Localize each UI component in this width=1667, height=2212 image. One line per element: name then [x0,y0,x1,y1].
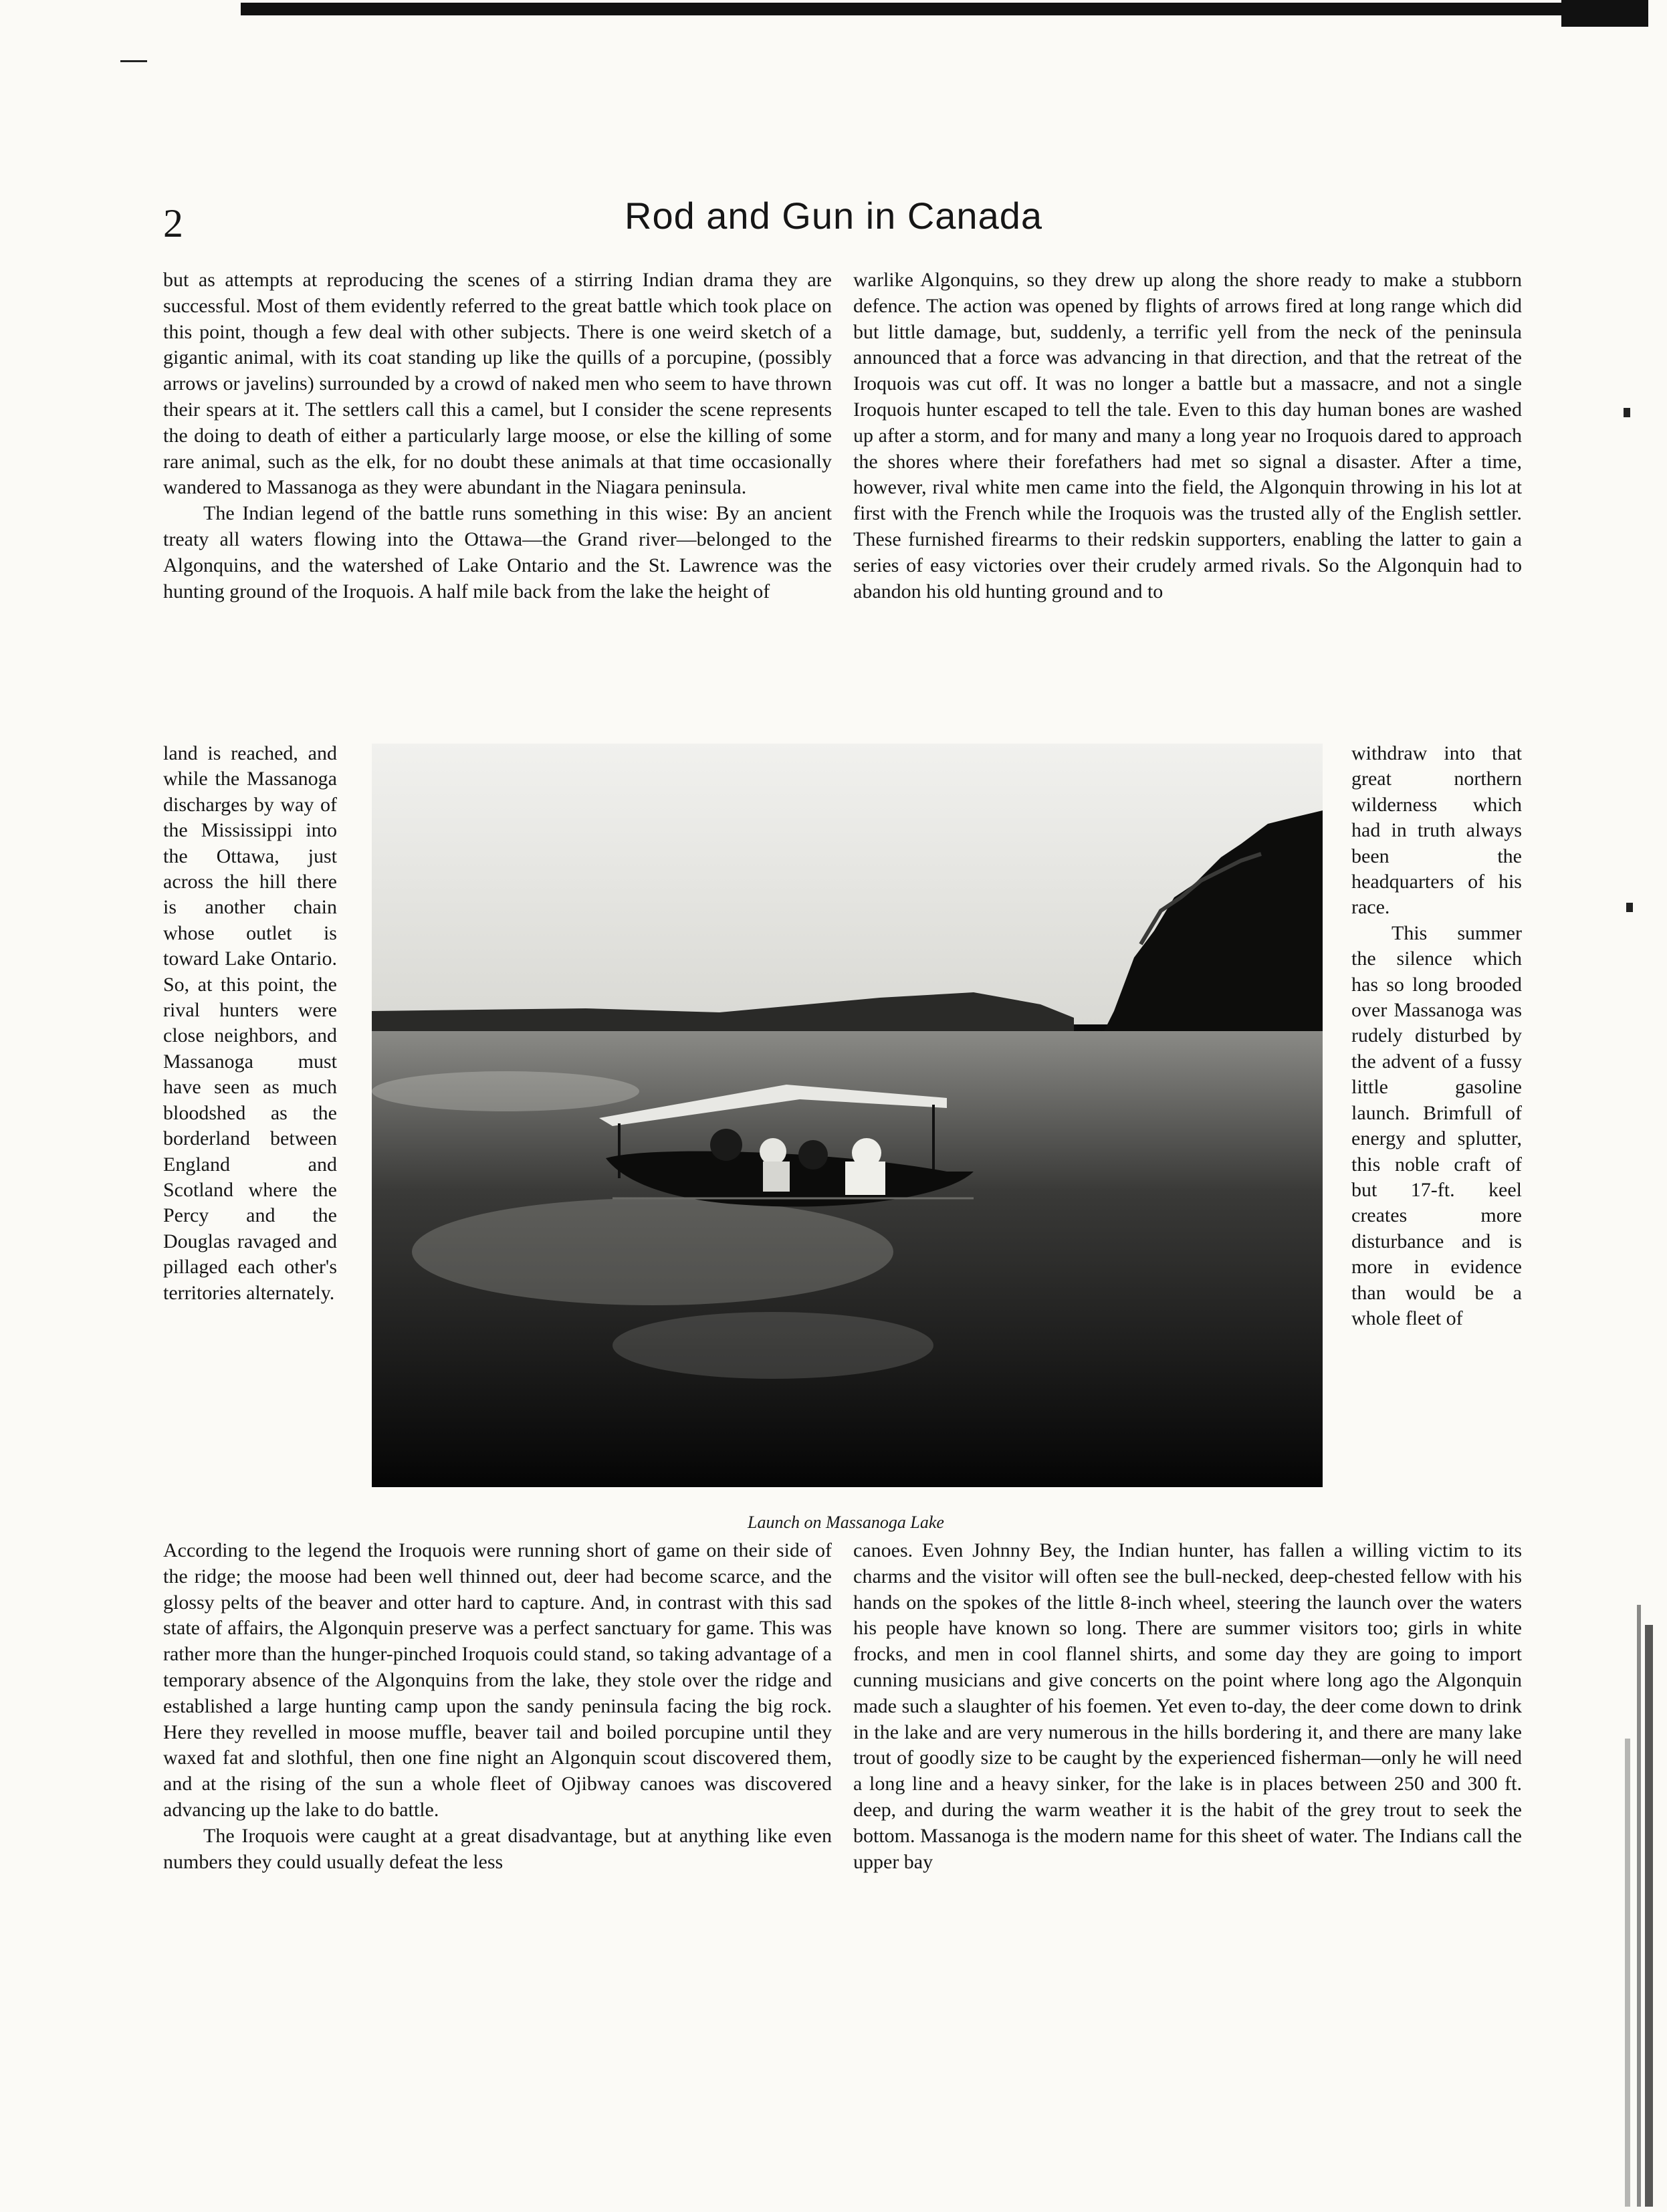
paragraph: This summer the silence which has so long brooded over Massanoga was rudely disturbed by the advent of a fussy little gasoline launch. Brimfull of energy and splutter, this noble craft of but 17-ft. keel creates more disturbance and is more in evidence than would be a whole fleet of [1351,921,1522,1329]
paragraph: canoes. Even Johnny Bey, the Indian hunter, has fallen a willing victim to its charms and the visitor will often see the bull-necked, deep-chested fellow with his hands on the spokes of the little 8-inch wheel, steering the launch over the waters his people have known so long. There are summer visitors too; girls in white frocks, and men in cool flannel shirts, and some day they are going to import cunning musicians and give concerts on the point where long ago the Algonquin made such a slaughter of his foemen. Yet even to-day, the deer come down to drink in the lake and are very numerous in the hills bordering it, and there are many lake trout of goodly size to be caught by the experienced fisherman—only he will need a long line and a heavy sinker, for the lake is in places between 250 and 300 ft. deep, and during the warm weather it is the habit of the grey trout to seek the bottom. Massanoga is the modern name for this sheet of water. The Indians call the upper bay [853,1539,1522,1873]
left-narrow-column [163,741,337,1306]
left-column-top [163,267,832,604]
right-column-top [853,267,1522,604]
top-rule-corner [1561,0,1648,27]
paragraph: land is reached, and while the Massanoga discharges by way of the Mississippi into the Ottawa, just across the hill there is another chain whose outlet is toward Lake Ontario. So, at this point, the rival hunters were close neighbors, and Massanoga must have seen as much bloodshed as the borderland between England and Scotland where the Percy and the Douglas ravaged and pillaged each other's territories alternately. [163,742,337,1304]
running-head: Rod and Gun in Canada [625,195,1042,237]
photo-caption: Launch on Massanoga Lake [748,1513,944,1532]
page-number: 2 [163,201,183,245]
scan-edge-noise [1612,1605,1658,2207]
scan-speck [1626,903,1633,912]
launch-photo [372,744,1323,1487]
paragraph: withdraw into that great northern wilderness which had in truth always been the headquarters of his race. [1351,742,1522,919]
scan-speck [120,60,147,62]
paragraph: According to the legend the Iroquois were running short of game on their side of the ridge; the moose had been well thinned out, deer had become scarce, and the glossy pelts of the beaver and otter hard to capture. And, in contrast with this sad state of affairs, the Algonquin preserve was a perfect sanctuary for game. This was rather more than the hunger-pinched Iroquois could stand, so taking advantage of a temporary absence of the Algonquins from the lake, they stole over the ridge and established a large hunting camp upon the sandy peninsula facing the big rock. Here they revelled in moose muffle, beaver tail and boiled porcupine until they waxed fat and slothful, then one fine night an Algonquin scout discovered them, and at the rising of the sun a whole fleet of Ojibway canoes was discovered advancing up the lake to do battle. [163,1539,832,1821]
right-narrow-column [1351,741,1522,1331]
paragraph: warlike Algonquins, so they drew up along the shore ready to make a stubborn defence. The action was opened by flights of arrows fired at long range which did but little damage, but, suddenly, a terrific yell from the neck of the peninsula announced that a force was advancing in that direction, and that the retreat of the Iroquois was cut off. It was no longer a battle but a massacre, and not a single Iroquois hunter escaped to tell the tale. Even to this day human bones are washed up after a storm, and for many and many a long year no Iroquois dared to approach the shores where their forefathers had met so signal a disaster. After a time, however, rival white men came into the field, the Algonquin throwing in his lot at first with the French while the Iroquois was the trusted ally of the English settler. These furnished firearms to their redskin supporters, enabling the latter to gain a series of easy victories over their crudely armed rivals. So the Algonquin had to abandon his old hunting ground and to [853,269,1522,602]
top-rule [241,3,1561,15]
paragraph: but as attempts at reproducing the scenes of a stirring Indian drama they are successful. Most of them evidently referred to the great battle which took place on this point, though a few deal with other subjects. There is one weird sketch of a gigantic animal, with its coat standing up like the quills of a porcupine, (possibly arrows or javelins) surrounded by a crowd of naked men who seem to have thrown their spears at it. The settlers call this a camel, but I consider the scene represents the doing to death of either a particularly large moose, or else the killing of some rare animal, such as the elk, for no doubt these animals at that time occasionally wandered to Massanoga as they were abundant in the Niagara peninsula. [163,269,832,499]
left-column-bottom [163,1538,832,1875]
scan-speck [1624,408,1630,417]
launch-photo-graphic [372,744,1323,1487]
paragraph: The Indian legend of the battle runs something in this wise: By an ancient treaty all waters flowing into the Ottawa—the Grand river—belonged to the Algonquins, and the watershed of Lake Ontario and the St. Lawrence was the hunting ground of the Iroquois. A half mile back from the lake the height of [163,502,832,602]
paragraph: The Iroquois were caught at a great disadvantage, but at anything like even numbers they could usually defeat the less [163,1824,832,1873]
right-column-bottom [853,1538,1522,1875]
